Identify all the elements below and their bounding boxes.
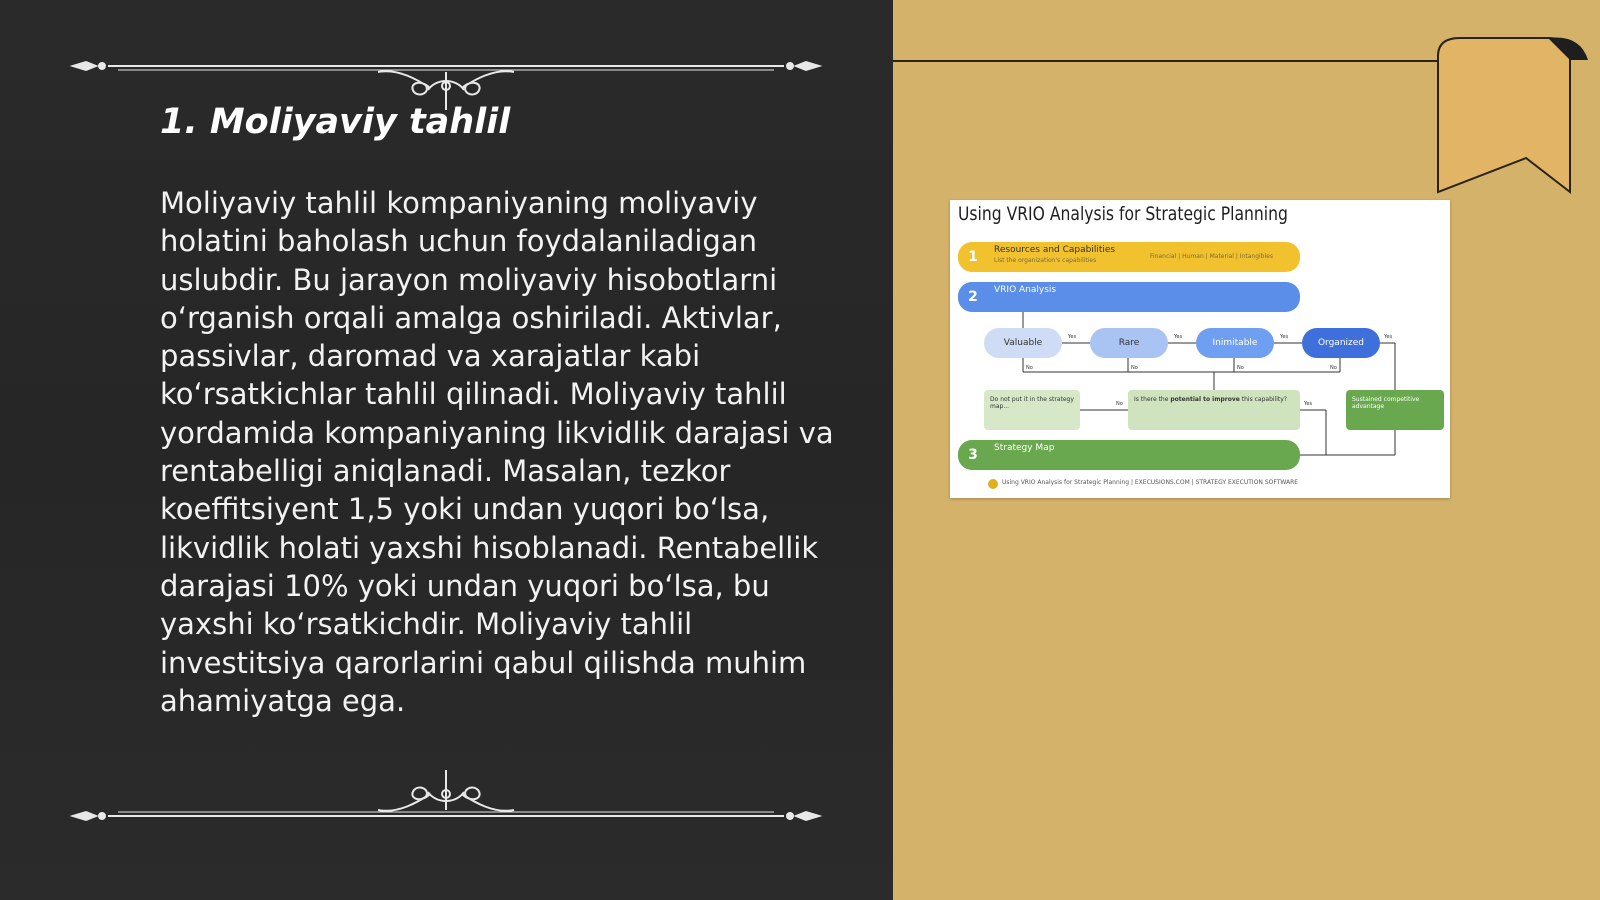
vrio-box-right: Sustained competitive advantage bbox=[1346, 390, 1444, 430]
vrio-yes-3: Yes bbox=[1280, 334, 1289, 340]
vrio-node-inimitable: Inimitable bbox=[1196, 328, 1274, 358]
vrio-box-middle-pre: Is there the bbox=[1134, 396, 1169, 403]
vrio-connectors bbox=[950, 200, 1450, 498]
vrio-yes-5: Yes bbox=[1304, 401, 1313, 407]
slide-body-text: Moliyaviy tahlil kompaniyaning moliyaviy holatini baholash uchun foydalaniladigan uslubdir. Bu jarayon moliyaviy hisobotlarni o‘rganish orqali amalga oshiriladi. Aktivlar, passivlar, daromad va xarajatlar kabi ko‘rsatkichlar tahlil qilinadi. Moliyaviy tahlil yordamida kompaniyaning likvidlik darajasi va rentabelligi aniqlanadi. Masalan, tezkor koeffitsiyent 1,5 yoki undan yuqori bo‘lsa, likvidlik holati yaxshi hisoblanadi. Rentabellik darajasi 10% yoki undan yuqori bo‘lsa, bu yaxshi ko‘rsatkichdir. Moliyaviy tahlil investitsiya qarorlarini qabul qilishda muhim ahamiyatga ega. bbox=[160, 186, 834, 718]
vrio-image-title: Using VRIO Analysis for Strategic Planning bbox=[958, 203, 1288, 225]
top-ornament-icon bbox=[68, 50, 824, 110]
vrio-yes-1: Yes bbox=[1068, 334, 1077, 340]
vrio-row-3-number: 3 bbox=[958, 440, 988, 470]
bottom-ornament-icon bbox=[68, 770, 824, 830]
vrio-footer-logo-icon bbox=[988, 479, 998, 489]
horizontal-rule bbox=[893, 60, 1438, 62]
vrio-row-1-number: 1 bbox=[958, 242, 988, 272]
vrio-image-footer: Using VRIO Analysis for Strategic Planning | EXECUSIONS.COM | STRATEGY EXECUTION SOFTWARE bbox=[1002, 479, 1299, 486]
vrio-node-valuable: Valuable bbox=[984, 328, 1062, 358]
vrio-node-rare: Rare bbox=[1090, 328, 1168, 358]
vrio-box-left: Do not put it in the strategy map... bbox=[984, 390, 1080, 430]
vrio-no-4: No bbox=[1330, 365, 1337, 371]
vrio-row-3-label: Strategy Map bbox=[994, 443, 1055, 453]
vrio-row-1-label: Resources and Capabilities bbox=[994, 245, 1116, 255]
vrio-no-3: No bbox=[1237, 365, 1244, 371]
vrio-diagram-image bbox=[950, 200, 1450, 498]
vrio-yes-2: Yes bbox=[1174, 334, 1183, 340]
vrio-row-1-sub: List the organization's capabilities bbox=[994, 257, 1097, 264]
vrio-row-1-extra: Financial | Human | Material | Intangibles bbox=[1150, 253, 1273, 260]
vrio-node-organized: Organized bbox=[1302, 328, 1380, 358]
bookmark-icon bbox=[1430, 34, 1600, 204]
vrio-no-5: No bbox=[1116, 401, 1123, 407]
vrio-row-2-label: VRIO Analysis bbox=[994, 285, 1057, 295]
slide-title: 1. Moliyaviy tahlil bbox=[160, 102, 511, 142]
vrio-yes-4: Yes bbox=[1384, 334, 1393, 340]
vrio-no-1: No bbox=[1026, 365, 1033, 371]
vrio-no-2: No bbox=[1131, 365, 1138, 371]
vrio-row-2-number: 2 bbox=[958, 282, 988, 312]
vrio-box-middle-post: this capability? bbox=[1241, 396, 1287, 403]
vrio-box-middle-bold: potential to improve bbox=[1170, 396, 1240, 403]
